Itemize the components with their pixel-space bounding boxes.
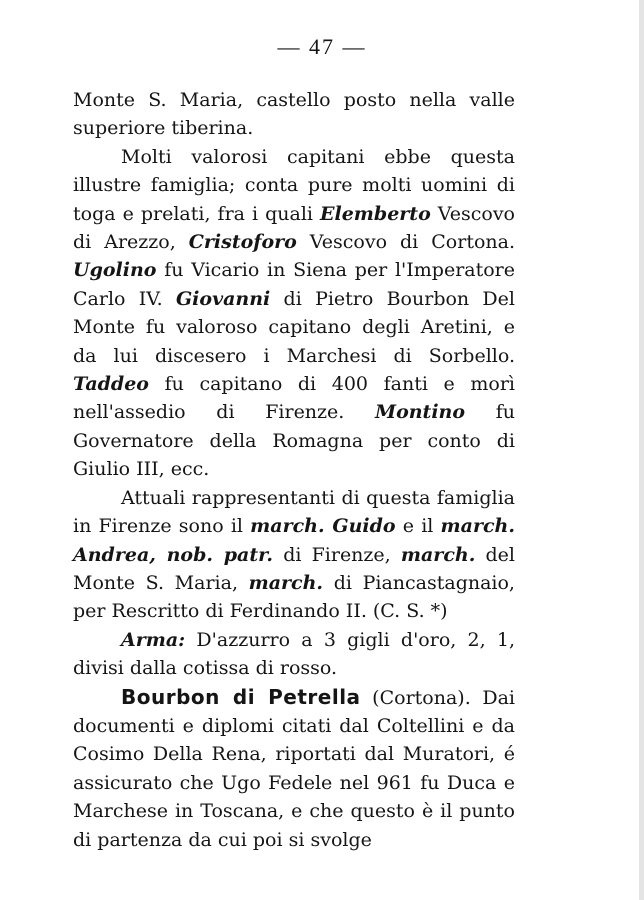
text-run: Molti valorosi capitani ebbe questa illustre famiglia; conta pure molti uomini di toga e prelati, fra i quali [73, 145, 515, 225]
text-run: fu Vicario in Siena per l'Imperatore Carlo IV. [73, 259, 515, 310]
italic-name: Giovanni [175, 287, 271, 310]
text-run: Monte S. Maria, castello posto nella valle superiore tiberina. [73, 89, 515, 140]
paragraph-2 [73, 143, 515, 484]
text-run: Vescovo di Arezzo, [73, 202, 516, 254]
text-run: Attuali rappresentanti di questa famiglia in Firenze sono il [73, 486, 515, 538]
italic-name: Ugolino [73, 259, 157, 282]
italic-name: Taddeo [73, 373, 149, 396]
text-run: fu Governatore della Romagna per conto di Giulio III, ecc. [73, 401, 515, 481]
text-run: e il [395, 515, 441, 538]
paragraph-5 [73, 683, 515, 854]
text-run: fu capitano di 400 fanti e morì nell'assedio di Firenze. [73, 373, 515, 424]
text-run: di Piancastagnaio, per Rescritto di Ferdinando II. (C. S. *) [73, 571, 515, 623]
text-run: del Monte S. Maria, [73, 543, 515, 594]
italic-name: march. [400, 543, 476, 566]
paragraph-1 [73, 86, 515, 143]
italic-name: march. Guido [250, 515, 396, 538]
text-run: Vescovo di Cortona. [296, 231, 515, 254]
body-text [73, 86, 515, 854]
text-run: di Firenze, [273, 543, 401, 566]
paragraph-4 [73, 626, 515, 683]
italic-label: Arma: [121, 628, 186, 651]
section-heading: Bourbon di Petrella [121, 684, 361, 709]
italic-name: march. [248, 571, 324, 594]
italic-name: Cristoforo [188, 231, 297, 254]
italic-name: march. Andrea, nob. patr. [73, 515, 515, 566]
page-number: — 47 — [277, 34, 367, 59]
text-run: (Cortona). Dai documenti e diplomi citati dal Coltellini e da Cosimo Della Rena, riportati dal Muratori, é assicurato che Ugo Fedele nel 961 fu Duca e Marchese in Toscana, e che questo è il punto di partenza da cui poi si svolge [73, 686, 515, 851]
italic-name: Montino [375, 401, 466, 424]
page-edge [639, 0, 644, 900]
text-run: D'azzurro a 3 gigli d'oro, 2, 1, divisi dalla cotissa di rosso. [73, 628, 515, 680]
italic-name: Elemberto [320, 202, 431, 225]
paragraph-3 [73, 484, 515, 626]
text-run: di Pietro Bourbon Del Monte fu valoroso capitano degli Aretini, e da lui discesero i Marchesi di Sorbello. [73, 287, 515, 367]
